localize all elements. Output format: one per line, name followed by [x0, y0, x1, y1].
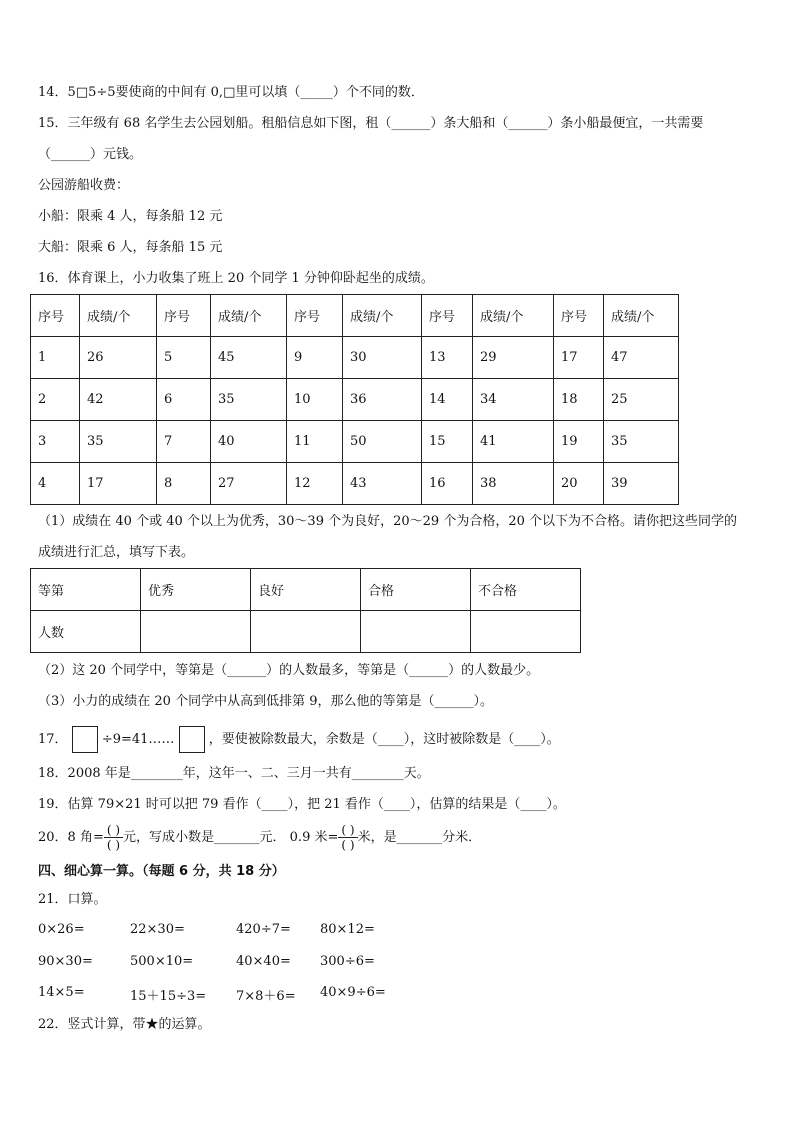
table-cell: 14 — [422, 379, 473, 421]
fraction-denominator: ( ) — [106, 838, 121, 852]
question-text: 元，写成小数是_______元． 0.9 米= — [123, 830, 339, 845]
table-cell: 12 — [287, 463, 343, 505]
question-21-title: 21．口算。 — [38, 892, 107, 907]
table-cell: 35 — [211, 379, 287, 421]
table-cell: 2 — [31, 379, 80, 421]
table-cell: 43 — [343, 463, 422, 505]
header-cell: 序号 — [31, 295, 80, 337]
question-22: 22．竖式计算，带★的运算。 — [38, 1017, 211, 1032]
section-4-heading: 四、细心算一算。（每题 6 分，共 18 分） — [38, 864, 285, 879]
table-cell: 1 — [31, 337, 80, 379]
table-cell: 4 — [31, 463, 80, 505]
dividend-box[interactable] — [72, 726, 98, 753]
question-15-line2: （______）元钱。 — [38, 147, 143, 162]
fraction-numerator: ( ) — [338, 823, 357, 838]
table-cell: 20 — [554, 463, 604, 505]
header-cell: 成绩/个 — [473, 295, 554, 337]
question-17 — [38, 726, 560, 753]
remainder-box[interactable] — [179, 726, 205, 753]
calc-item: 7×8＋6= — [236, 989, 296, 1004]
question-20 — [38, 820, 481, 856]
question-18: 18．2008 年是________年，这年一、二、三月一共有________天。 — [38, 766, 430, 781]
answer-cell[interactable] — [141, 611, 251, 653]
header-cell: 等第 — [31, 569, 141, 611]
question-16-part3: （3）小力的成绩在 20 个同学中从高到低排第 9，那么他的等第是（______）。 — [38, 694, 493, 709]
answer-cell[interactable] — [251, 611, 361, 653]
calc-item: 420÷7= — [236, 922, 291, 937]
table-cell: 45 — [211, 337, 287, 379]
calc-item: 0×26= — [38, 922, 85, 937]
question-15-line1: 15．三年级有 68 名学生去公园划船。租船信息如下图，租（______）条大船和（______）条小船最便宜，一共需要 — [38, 116, 704, 131]
calc-item: 80×12= — [320, 922, 375, 937]
fraction-denominator: ( ) — [341, 838, 355, 852]
header-cell: 序号 — [422, 295, 473, 337]
table-row — [31, 463, 679, 505]
table-cell: 29 — [473, 337, 554, 379]
fraction-blank[interactable] — [104, 823, 123, 852]
header-cell: 成绩/个 — [604, 295, 679, 337]
calc-item: 300÷6= — [320, 954, 375, 969]
question-number: 17． — [38, 732, 68, 747]
table-cell: 19 — [554, 421, 604, 463]
table-cell: 35 — [80, 421, 157, 463]
boat-fee-title: 公园游船收费： — [38, 178, 130, 193]
table-cell: 42 — [80, 379, 157, 421]
question-19: 19．估算 79×21 时可以把 79 看作（____），把 21 看作（____），估算的结果是（____）。 — [38, 797, 566, 812]
calc-item: 22×30= — [130, 922, 185, 937]
question-text: 20．8 角= — [38, 830, 104, 845]
score-table-header — [31, 295, 679, 337]
table-cell: 13 — [422, 337, 473, 379]
table-cell: 16 — [422, 463, 473, 505]
header-cell: 不合格 — [471, 569, 581, 611]
big-boat-info: 大船：限乘 6 人，每条船 15 元 — [38, 240, 223, 255]
table-cell: 26 — [80, 337, 157, 379]
calc-item: 15＋15÷3= — [130, 989, 207, 1004]
header-cell: 成绩/个 — [80, 295, 157, 337]
table-cell: 9 — [287, 337, 343, 379]
table-cell: 25 — [604, 379, 679, 421]
table-cell: 15 — [422, 421, 473, 463]
header-cell: 优秀 — [141, 569, 251, 611]
header-cell: 良好 — [251, 569, 361, 611]
table-cell: 30 — [343, 337, 422, 379]
table-cell: 35 — [604, 421, 679, 463]
table-cell: 7 — [157, 421, 211, 463]
question-14: 14．5□5÷5要使商的中间有 0,□里可以填（_____）个不同的数． — [38, 85, 424, 100]
row-label: 人数 — [31, 611, 141, 653]
answer-cell[interactable] — [471, 611, 581, 653]
score-table — [30, 294, 679, 505]
table-cell: 17 — [554, 337, 604, 379]
table-cell: 8 — [157, 463, 211, 505]
table-row — [31, 421, 679, 463]
equation-text: ÷9=41…… — [101, 732, 175, 747]
table-cell: 38 — [473, 463, 554, 505]
fraction-blank[interactable] — [338, 823, 357, 852]
header-cell: 合格 — [361, 569, 471, 611]
table-cell: 34 — [473, 379, 554, 421]
summary-table-header — [31, 569, 581, 611]
table-cell: 17 — [80, 463, 157, 505]
table-cell: 11 — [287, 421, 343, 463]
table-cell: 10 — [287, 379, 343, 421]
calc-item: 500×10= — [130, 954, 194, 969]
table-cell: 5 — [157, 337, 211, 379]
table-cell: 50 — [343, 421, 422, 463]
small-boat-info: 小船：限乘 4 人，每条船 12 元 — [38, 209, 223, 224]
table-cell: 36 — [343, 379, 422, 421]
table-cell: 6 — [157, 379, 211, 421]
table-cell: 18 — [554, 379, 604, 421]
header-cell: 序号 — [287, 295, 343, 337]
table-row — [31, 337, 679, 379]
header-cell: 成绩/个 — [343, 295, 422, 337]
calc-item: 90×30= — [38, 954, 93, 969]
table-row — [31, 379, 679, 421]
calc-item: 14×5= — [38, 985, 85, 1000]
table-cell: 39 — [604, 463, 679, 505]
table-cell: 3 — [31, 421, 80, 463]
header-cell: 成绩/个 — [211, 295, 287, 337]
question-16-part1-line2: 成绩进行汇总，填写下表。 — [38, 545, 195, 560]
table-cell: 27 — [211, 463, 287, 505]
table-cell: 41 — [473, 421, 554, 463]
calc-item: 40×9÷6= — [320, 985, 386, 1000]
question-16-intro: 16．体育课上，小力收集了班上 20 个同学 1 分钟仰卧起坐的成绩。 — [38, 271, 434, 286]
table-cell: 40 — [211, 421, 287, 463]
question-16-part1-line1: （1）成绩在 40 个或 40 个以上为优秀，30～39 个为良好，20～29 个为合格，20 个以下为不合格。请你把这些同学的 — [38, 514, 737, 529]
question-16-part2: （2）这 20 个同学中，等第是（______）的人数最多，等第是（______）的人数最少。 — [38, 663, 540, 678]
question-text: ，要使被除数最大，余数是（____），这时被除数是（____）。 — [208, 732, 560, 747]
table-cell: 47 — [604, 337, 679, 379]
summary-table — [30, 568, 581, 653]
fraction-numerator: ( ) — [104, 823, 123, 838]
calc-item: 40×40= — [236, 954, 291, 969]
header-cell: 序号 — [157, 295, 211, 337]
question-text: 米，是_______分米． — [357, 830, 482, 845]
header-cell: 序号 — [554, 295, 604, 337]
summary-row — [31, 611, 581, 653]
answer-cell[interactable] — [361, 611, 471, 653]
